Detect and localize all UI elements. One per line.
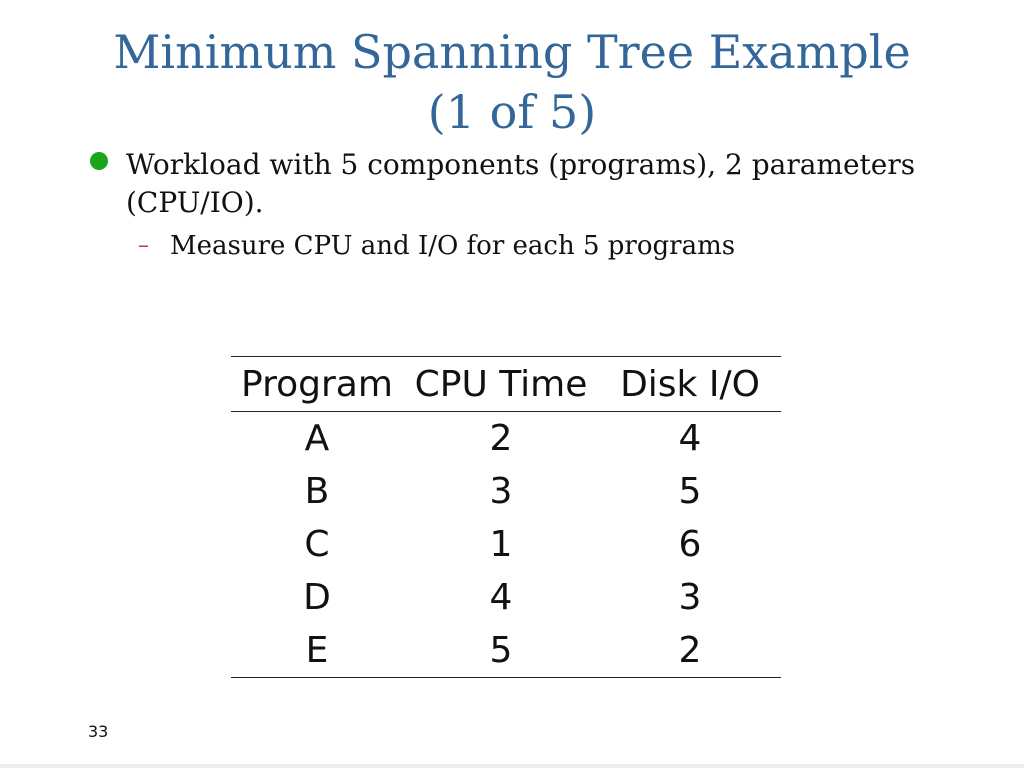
table-row (231, 518, 781, 571)
cell-program: D (303, 577, 331, 618)
cell-program: E (305, 630, 329, 671)
header-program: Program (241, 363, 393, 405)
footer-strip (0, 764, 1024, 768)
cell-program: B (304, 471, 330, 512)
bullet-dot-icon (90, 152, 108, 170)
cell-disk-io: 3 (678, 577, 702, 618)
cell-program: C (304, 524, 330, 565)
bullet-list (90, 146, 970, 264)
sub-bullet-text: Measure CPU and I/O for each 5 programs (170, 231, 736, 261)
cell-cpu-time: 3 (489, 471, 513, 512)
bullet-text: Workload with 5 components (programs), 2 parameters (CPU/IO). (126, 148, 916, 219)
table-row (231, 465, 781, 518)
table-row (231, 571, 781, 624)
cell-program: A (304, 418, 330, 459)
table-bottom-rule (231, 677, 781, 678)
cell-disk-io: 4 (678, 418, 702, 459)
bullet-item (90, 146, 970, 222)
sub-bullet-item (90, 228, 970, 264)
cell-cpu-time: 4 (489, 577, 513, 618)
title-line-1: Minimum Spanning Tree Example (113, 25, 911, 79)
page-number: 33 (88, 722, 109, 741)
cell-cpu-time: 2 (489, 418, 513, 459)
data-table (231, 356, 781, 678)
cell-cpu-time: 1 (489, 524, 513, 565)
cell-disk-io: 5 (678, 471, 702, 512)
table-header-row (231, 357, 781, 411)
header-cpu-time: CPU Time (414, 363, 588, 405)
header-disk-io: Disk I/O (620, 363, 760, 405)
table-row (231, 624, 781, 677)
cell-disk-io: 2 (678, 630, 702, 671)
cell-disk-io: 6 (678, 524, 702, 565)
table-row (231, 412, 781, 465)
cell-cpu-time: 5 (489, 630, 513, 671)
dash-icon: – (138, 233, 149, 258)
slide-title (0, 22, 1024, 142)
title-line-2: (1 of 5) (427, 85, 597, 139)
table-body (231, 412, 781, 677)
